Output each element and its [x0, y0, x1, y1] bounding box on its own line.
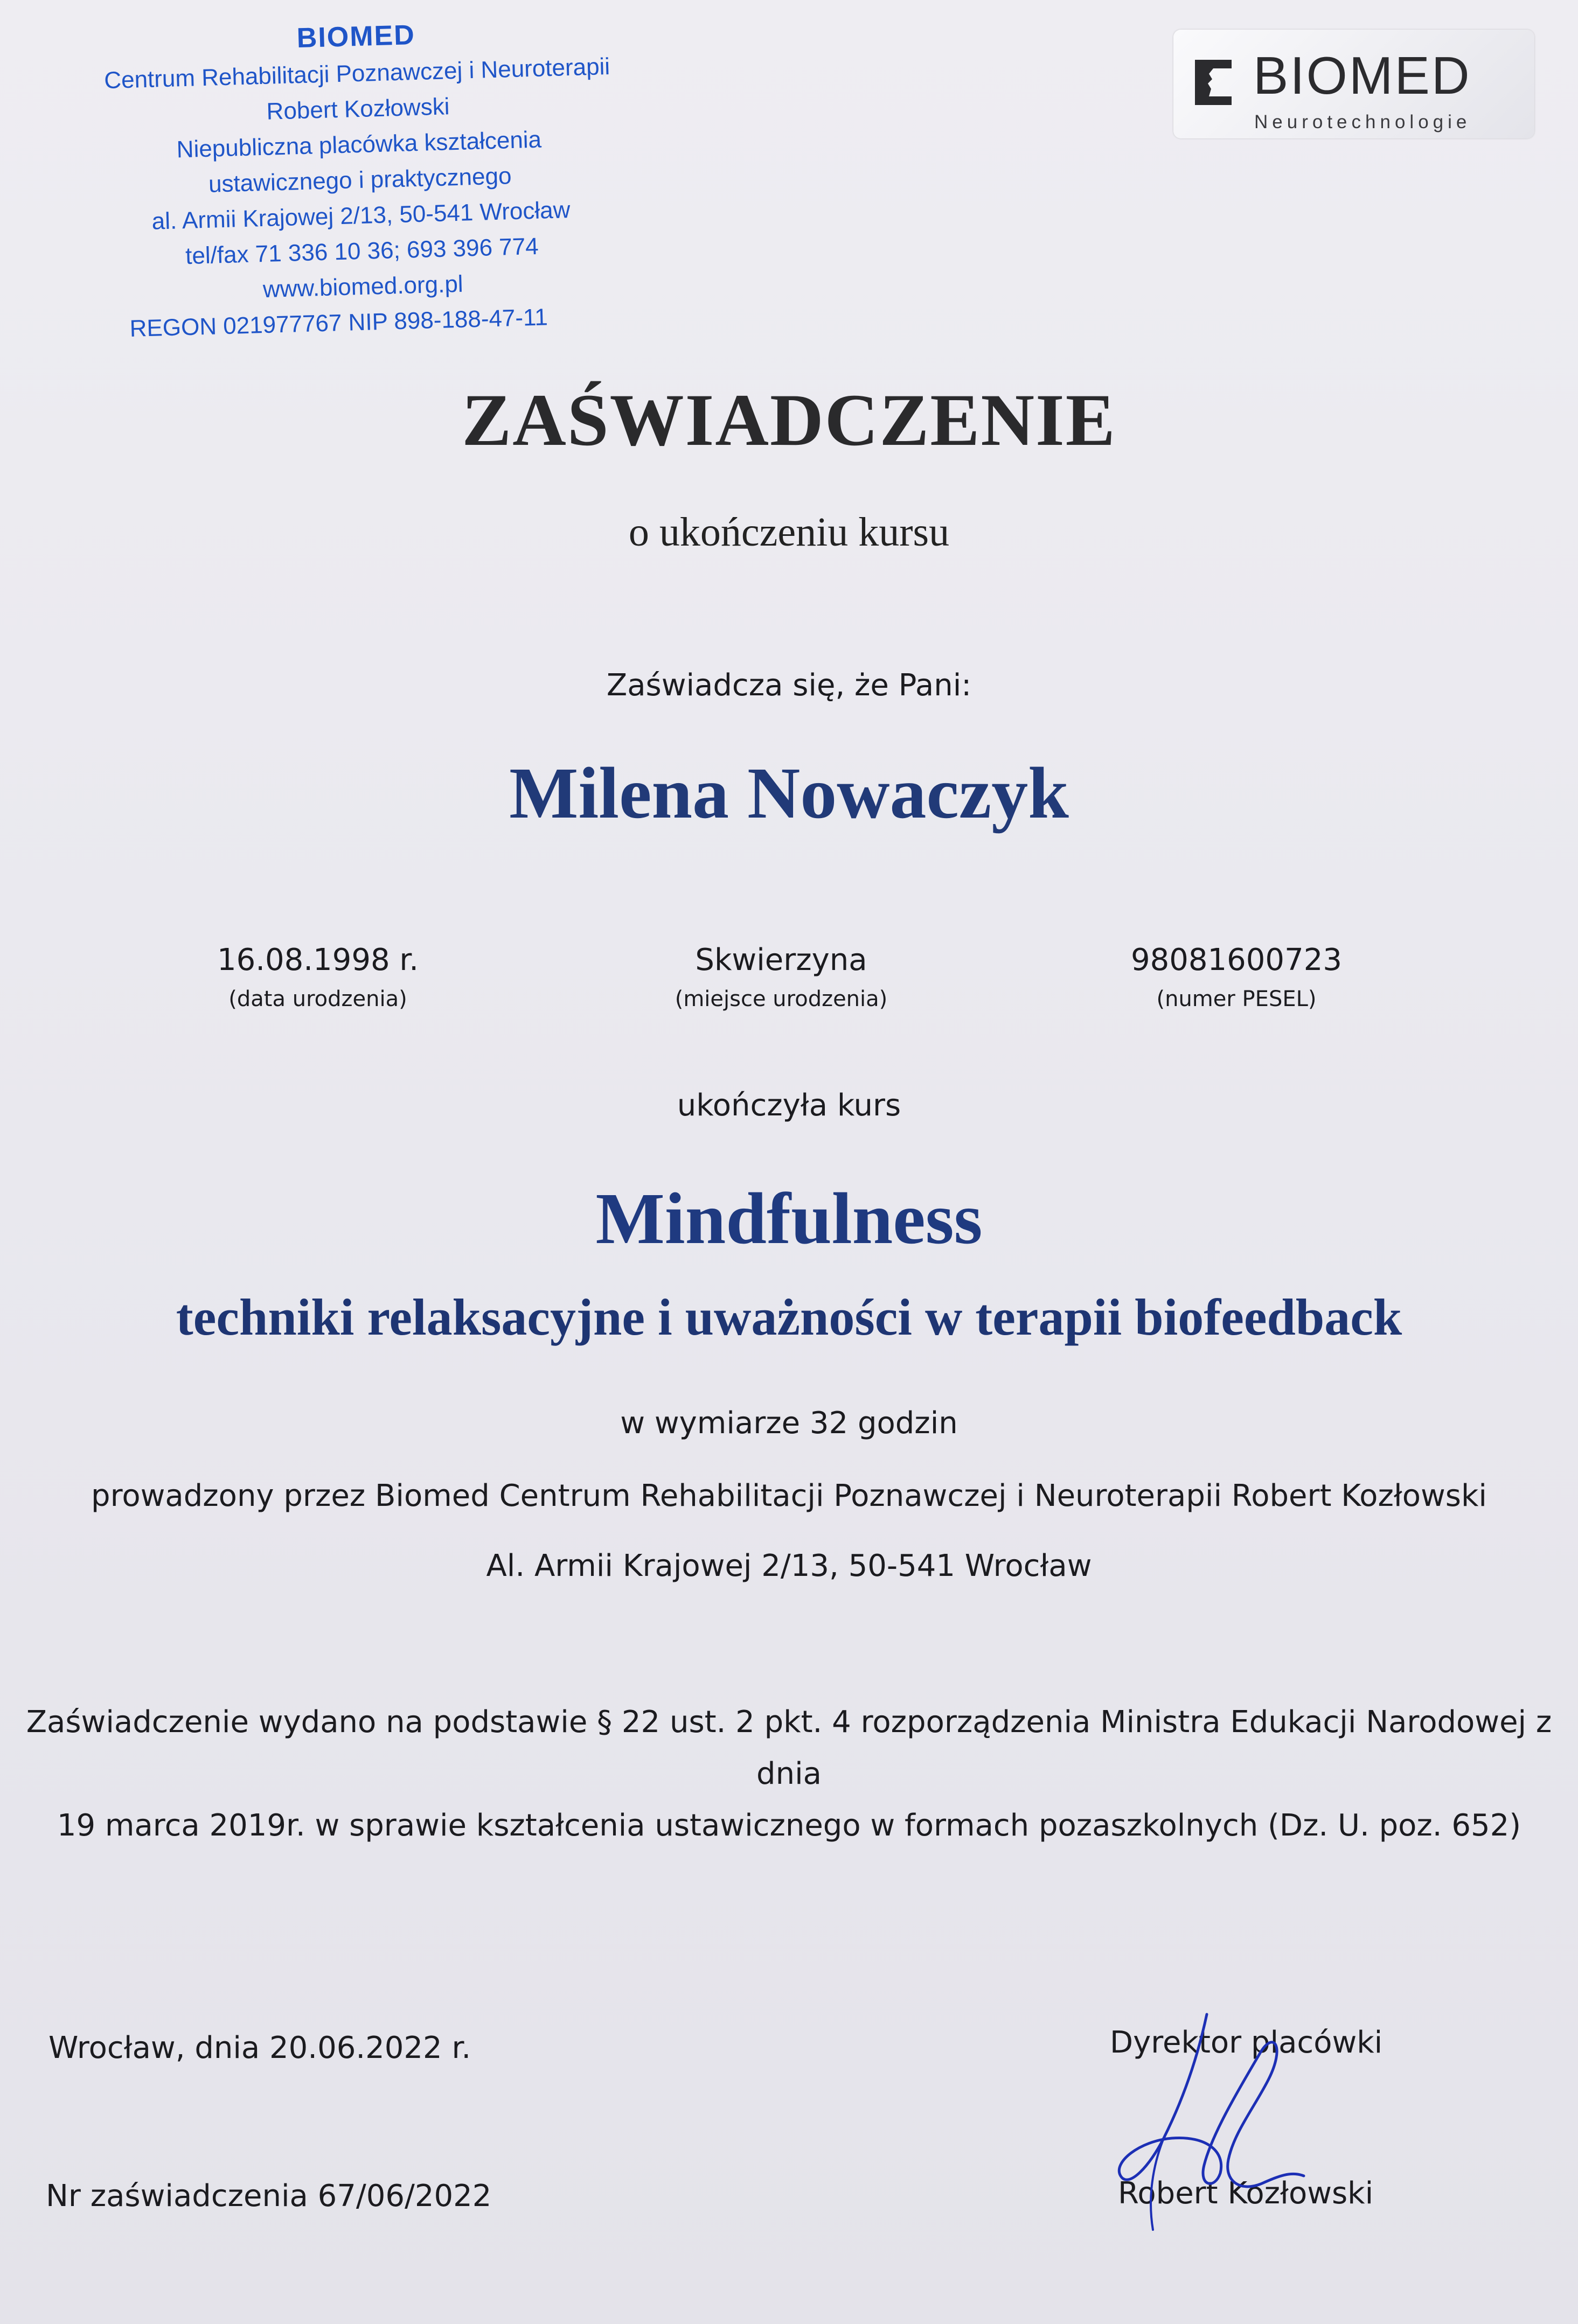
legal-line: 19 marca 2019r. w sprawie kształcenia ustawicznego w formach pozaszkolnych (Dz. U. poz. 652)	[57, 1808, 1521, 1843]
logo-wordmark: BIOMED	[1253, 46, 1471, 105]
intro-text: Zaświadcza się, że Pani:	[606, 668, 972, 703]
document-title: ZAŚWIADCZENIE	[462, 379, 1116, 461]
document-subtitle: o ukończeniu kursu	[628, 510, 950, 555]
completed-text: ukończyła kurs	[677, 1088, 901, 1123]
pesel-field	[994, 940, 1479, 1015]
institution-stamp	[48, 9, 671, 349]
course-hours: w wymiarze 32 godzin	[620, 1406, 958, 1441]
birth-date-value: 16.08.1998 r.	[217, 943, 419, 978]
logo-tagline: Neurotechnologie	[1254, 111, 1471, 132]
legal-line: Zaświadczenie wydano na podstawie § 22 ust. 2 pkt. 4 rozporządzenia Ministra Edukacji Narodowej z dnia	[26, 1705, 1552, 1791]
stamp-line: Niepubliczna placówka kształcenia	[176, 126, 542, 163]
birth-place-caption: (miejsce urodzenia)	[675, 987, 888, 1011]
stamp-line: al. Armii Krajowej 2/13, 50-541 Wrocław	[151, 197, 571, 235]
pesel-value: 98081600723	[1131, 943, 1342, 978]
stamp-line: REGON 021977767 NIP 898-188-47-11	[129, 304, 548, 343]
course-subtitle: techniki relaksacyjne i uważności w terapii biofeedback	[176, 1288, 1402, 1346]
provider-address: Al. Armii Krajowej 2/13, 50-541 Wrocław	[486, 1548, 1092, 1583]
stamp-line: Centrum Rehabilitacji Poznawczej i Neuroterapii	[103, 53, 610, 94]
stamp-line: ustawicznego i praktycznego	[208, 163, 512, 198]
birth-place-value: Skwierzyna	[695, 943, 867, 978]
stamp-title: BIOMED	[296, 19, 416, 54]
birth-place-field	[539, 940, 1024, 1015]
birth-date-field	[75, 940, 560, 1015]
director-label: Dyrektor placówki	[1110, 2025, 1383, 2060]
handwritten-signature	[1099, 2004, 1325, 2251]
head-profile-icon	[1190, 55, 1237, 109]
pesel-caption: (numer PESEL)	[1156, 987, 1317, 1011]
recipient-name: Milena Nowaczyk	[509, 753, 1069, 834]
stamp-line: Robert Kozłowski	[266, 93, 450, 125]
birth-date-caption: (data urodzenia)	[228, 987, 407, 1011]
legal-basis	[0, 1697, 1578, 1852]
course-provider: prowadzony przez Biomed Centrum Rehabilitacji Poznawczej i Neuroterapii Robert Kozłowski	[91, 1478, 1487, 1513]
issue-place-date: Wrocław, dnia 20.06.2022 r.	[48, 2030, 471, 2065]
biomed-logo	[1173, 30, 1534, 138]
stamp-line: tel/fax 71 336 10 36; 693 396 774	[185, 233, 539, 270]
stamp-line: www.biomed.org.pl	[262, 270, 464, 303]
course-title: Mindfulness	[595, 1178, 983, 1259]
director-name: Robert Kozłowski	[1118, 2176, 1374, 2211]
certificate-number: Nr zaświadczenia 67/06/2022	[46, 2179, 492, 2214]
